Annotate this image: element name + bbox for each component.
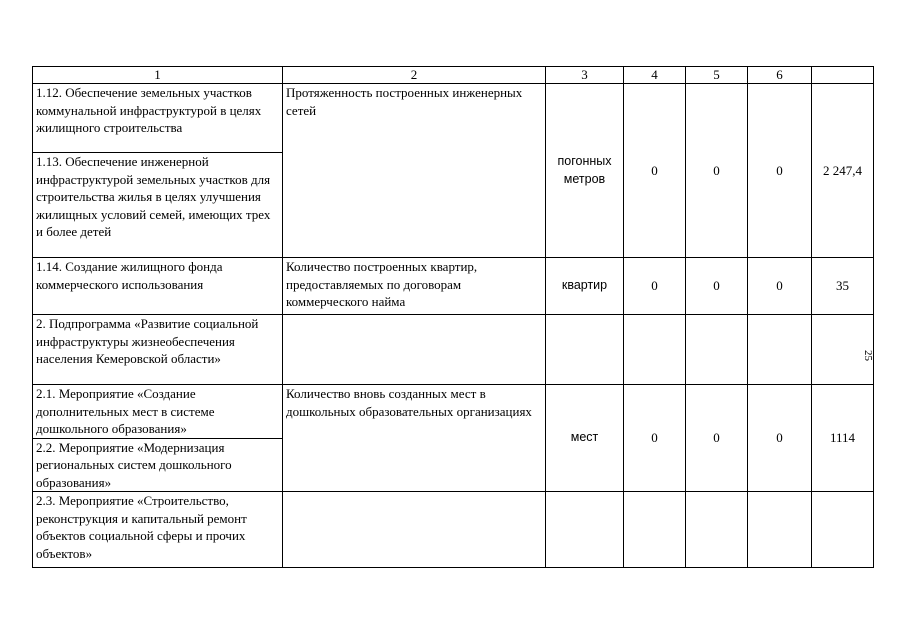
page-number: 25 [862,350,874,361]
value-cell: 1114 [812,385,874,492]
empty-cell [748,492,812,568]
value-cell: 2 247,4 [812,84,874,258]
value-cell: 0 [624,84,686,258]
empty-cell [283,492,546,568]
row-name: 1.13. Обеспечение инженерной инфраструктурой земельных участков для строительства жилья в целях улучшения жилищных условий семей, имеющих трех и более детей [33,153,283,258]
row-name: 2.2. Мероприятие «Модернизация региональных систем дошкольного образования» [33,438,283,492]
row-name: 2.3. Мероприятие «Строительство, реконструкция и капитальный ремонт объектов социальной сферы и прочих объектов» [33,492,283,568]
value-cell: 0 [686,258,748,315]
indicator-cell: Количество построенных квартир, предоставляемых по договорам коммерческого найма [283,258,546,315]
column-header: 6 [748,67,812,84]
unit-cell: квартир [546,258,624,315]
empty-cell [686,315,748,385]
table-row [33,258,874,315]
value-cell: 0 [748,385,812,492]
table-row [33,84,874,153]
value-cell: 0 [686,84,748,258]
indicator-cell: Протяженность построенных инженерных сетей [283,84,546,258]
header-row [33,67,874,84]
empty-cell [546,492,624,568]
indicator-table [32,66,874,568]
table-row [33,385,874,439]
table-row [33,492,874,568]
row-name: 1.12. Обеспечение земельных участков коммунальной инфраструктурой в целях жилищного строительства [33,84,283,153]
column-header: 1 [33,67,283,84]
empty-cell [283,315,546,385]
column-header [812,67,874,84]
value-cell: 35 [812,258,874,315]
row-name: 2. Подпрограмма «Развитие социальной инфраструктуры жизнеобеспечения населения Кемеровской области» [33,315,283,385]
table-row [33,315,874,385]
empty-cell [624,315,686,385]
value-cell: 0 [624,258,686,315]
value-cell: 0 [624,385,686,492]
indicator-cell: Количество вновь созданных мест в дошкольных образовательных организациях [283,385,546,492]
value-cell: 0 [748,84,812,258]
empty-cell [624,492,686,568]
empty-cell [748,315,812,385]
empty-cell [686,492,748,568]
column-header: 5 [686,67,748,84]
unit-cell: мест [546,385,624,492]
empty-cell [546,315,624,385]
column-header: 2 [283,67,546,84]
column-header: 4 [624,67,686,84]
row-name: 1.14. Создание жилищного фонда коммерческого использования [33,258,283,315]
unit-cell: погонных метров [546,84,624,258]
value-cell: 0 [748,258,812,315]
value-cell: 0 [686,385,748,492]
empty-cell [812,492,874,568]
row-name: 2.1. Мероприятие «Создание дополнительных мест в системе дошкольного образования» [33,385,283,439]
column-header: 3 [546,67,624,84]
